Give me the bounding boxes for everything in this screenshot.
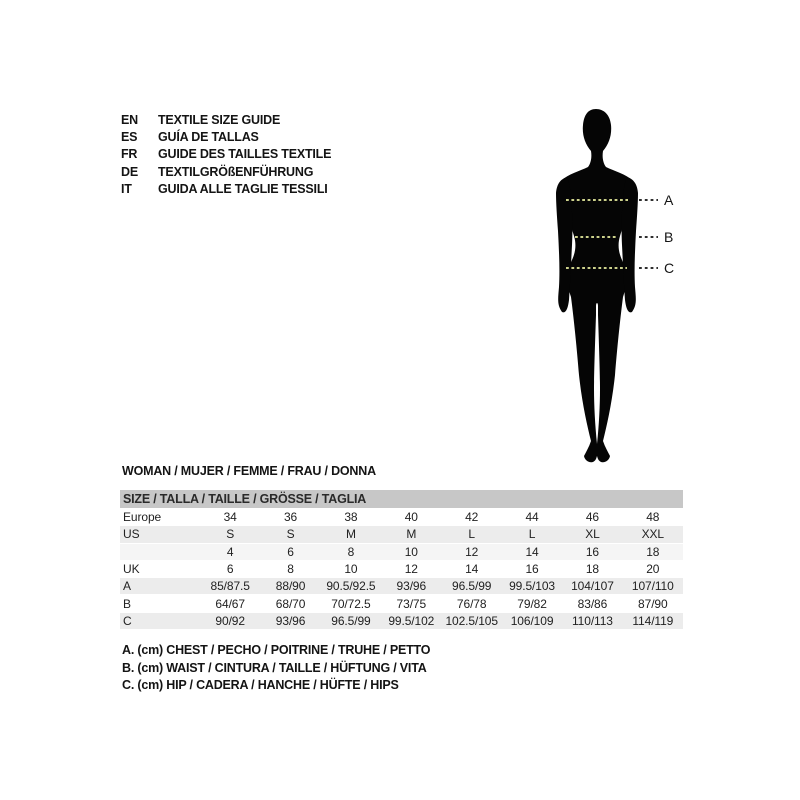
table-cell: 18 xyxy=(646,544,660,559)
woman-body-silhouette xyxy=(559,109,635,462)
table-cell: 40 xyxy=(404,510,418,525)
table-row-europe xyxy=(120,509,683,526)
table-cell: 12 xyxy=(465,544,479,559)
language-row-de xyxy=(121,163,331,180)
table-cell: 14 xyxy=(525,544,539,559)
table-cell: 88/90 xyxy=(275,579,306,594)
table-cell: 76/78 xyxy=(456,596,487,611)
note-chest: A. (cm) CHEST / PECHO / POITRINE / TRUHE / PETTO xyxy=(122,643,431,657)
hip-letter-label: C xyxy=(664,260,675,276)
table-row-waist xyxy=(120,595,683,612)
waist-letter-label: B xyxy=(664,229,674,245)
table-cell: 96.5/99 xyxy=(452,579,492,594)
table-cell: XXL xyxy=(641,527,664,542)
table-cell: S xyxy=(286,527,295,542)
table-cell: 16 xyxy=(525,562,539,577)
table-cell: 10 xyxy=(344,562,358,577)
table-cell: S xyxy=(226,527,235,542)
table-cell: 68/70 xyxy=(275,596,306,611)
table-cell: 36 xyxy=(283,510,298,525)
language-label: GUÍA DE TALLAS xyxy=(158,130,259,145)
size-table-header: SIZE / TALLA / TAILLE / GRÖSSE / TAGLIA xyxy=(120,490,683,508)
table-cell: 6 xyxy=(226,562,234,577)
measurement-notes xyxy=(122,643,430,696)
row-label: C xyxy=(123,613,132,628)
table-cell: 85/87.5 xyxy=(210,579,250,594)
table-cell: 48 xyxy=(646,510,660,525)
row-label: B xyxy=(123,596,131,611)
table-cell: 64/67 xyxy=(215,596,245,611)
woman-silhouette-figure xyxy=(530,105,700,475)
table-cell: L xyxy=(468,527,475,542)
table-cell: 99.5/103 xyxy=(509,579,556,594)
table-cell: 90.5/92.5 xyxy=(326,579,376,594)
note-waist: B. (cm) WAIST / CINTURA / TAILLE / HÜFTUNG / VITA xyxy=(122,660,427,675)
table-cell: 44 xyxy=(525,510,539,525)
table-row-uk xyxy=(120,561,683,578)
language-row-es xyxy=(121,128,331,145)
table-cell: 83/86 xyxy=(577,596,608,611)
table-cell: 14 xyxy=(465,562,479,577)
language-code: DE xyxy=(121,164,138,179)
table-cell: 107/110 xyxy=(631,579,674,594)
language-label: GUIDE DES TAILLES TEXTILE xyxy=(158,147,332,162)
row-label: Europe xyxy=(123,510,162,525)
table-cell: L xyxy=(528,527,536,542)
language-code: ES xyxy=(121,130,138,145)
table-cell: 20 xyxy=(646,562,660,577)
language-label: TEXTILE SIZE GUIDE xyxy=(158,112,281,127)
language-row-it xyxy=(121,181,331,198)
chest-letter-label: A xyxy=(664,192,674,208)
row-label: US xyxy=(123,527,140,542)
table-cell: 93/96 xyxy=(275,613,306,628)
table-cell: 99.5/102 xyxy=(388,613,435,628)
table-cell: 110/113 xyxy=(571,613,613,628)
table-row-us-numeric xyxy=(120,544,683,561)
language-label: GUIDA ALLE TAGLIE TESSILI xyxy=(158,182,328,197)
table-cell: M xyxy=(345,527,356,542)
table-row-chest xyxy=(120,578,683,595)
table-cell: 38 xyxy=(344,510,358,525)
table-cell: M xyxy=(406,527,417,542)
table-cell: 93/96 xyxy=(396,579,427,594)
table-cell: 10 xyxy=(404,544,418,559)
language-code: EN xyxy=(121,112,138,127)
language-row-en xyxy=(121,111,331,128)
table-cell: 90/92 xyxy=(215,613,245,628)
table-cell: 42 xyxy=(465,510,479,525)
language-code: FR xyxy=(121,147,138,162)
language-code: IT xyxy=(121,182,132,197)
table-cell: 70/72.5 xyxy=(331,596,371,611)
table-caption: WOMAN / MUJER / FEMME / FRAU / DONNA xyxy=(122,464,376,478)
table-cell: 104/107 xyxy=(571,579,614,594)
table-cell: 102.5/105 xyxy=(445,613,498,628)
table-cell: 6 xyxy=(287,544,294,559)
table-cell: 12 xyxy=(404,562,418,577)
table-cell: 18 xyxy=(585,562,600,577)
row-label: UK xyxy=(123,562,140,577)
table-cell: 73/75 xyxy=(396,596,427,611)
table-cell: 34 xyxy=(223,510,237,525)
language-row-fr xyxy=(121,146,331,163)
table-cell: 106/109 xyxy=(510,613,554,628)
table-cell: XL xyxy=(585,527,600,542)
size-table xyxy=(120,490,683,630)
table-cell: 8 xyxy=(347,544,355,559)
table-row-hip xyxy=(120,613,683,630)
table-cell: 4 xyxy=(226,544,234,559)
language-label: TEXTILGRÖßENFÜHRUNG xyxy=(158,164,314,179)
table-row-us xyxy=(120,526,683,543)
table-cell: 46 xyxy=(585,510,600,525)
row-label: A xyxy=(123,579,131,594)
table-cell: 87/90 xyxy=(638,596,668,611)
table-cell: 114/119 xyxy=(632,613,674,628)
table-cell: 8 xyxy=(287,562,294,577)
table-cell: 96.5/99 xyxy=(331,613,371,628)
table-cell: 16 xyxy=(585,544,600,559)
language-list xyxy=(121,111,331,198)
note-hip: C. (cm) HIP / CADERA / HANCHE / HÜFTE / HIPS xyxy=(122,678,399,693)
table-cell: 79/82 xyxy=(517,596,547,611)
